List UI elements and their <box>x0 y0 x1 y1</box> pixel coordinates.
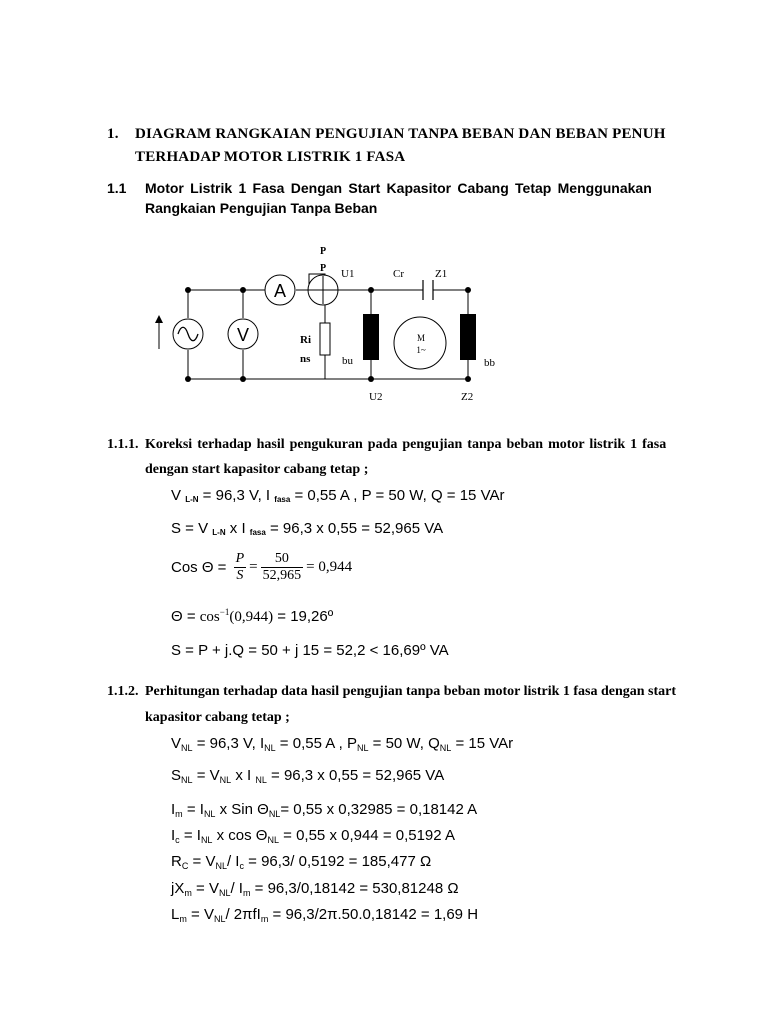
equation-112-5: $R_C = V_{NL}/$ $I_c = 96,3/$ 0,5192 = 185,477 Ω <box>171 853 432 871</box>
label-z1: Z1 <box>435 268 448 280</box>
heading-1-line2: TERHADAP MOTOR LISTRIK 1 FASA <box>135 149 406 165</box>
equation-112-2: $S_{NL} = V_{NL}$ x I $_{NL}$ = 96,3 x 0,55 = 52,965 VA <box>171 767 445 785</box>
fraction-50-over-s: $\frac{50}{52,965}$ <box>262 551 302 583</box>
label-ns: ns <box>300 353 311 365</box>
label-bu: bu <box>342 355 353 367</box>
heading-1-line1: DIAGRAM RANGKAIAN PENGUJIAN TANPA BEBAN DAN BEBAN PENUH <box>135 126 666 142</box>
source-arrow-icon <box>155 315 163 323</box>
label-u2: U2 <box>369 391 383 403</box>
section-111-number: 1.1.1. <box>107 437 139 452</box>
equation-112-4: $I_c = I_{NL}$ x $\cos \Theta_{NL} = 0,55$ x 0,944 = 0,5192 A <box>171 827 455 845</box>
label-cr: Cr <box>393 268 404 280</box>
section-111-line2: dengan start kapasitor cabang tetap ; <box>145 462 369 477</box>
section-112-line1: Perhitungan terhadap data hasil pengujian tanpa beban motor listrik 1 fasa dengan start <box>145 684 677 699</box>
ammeter-label: A <box>273 281 287 301</box>
label-p1: P <box>319 246 327 257</box>
label-bb: bb <box>484 357 495 369</box>
equation-112-6: $jX_m = V_{NL}/$ $I_m = 96,3/0,18142 = 530,81248$ Ω <box>171 880 459 898</box>
equation-112-3: $I_m = I_{NL}$ x Sin $\Theta_{NL}= 0,55$ x 0,32985 = 0,18142 A <box>171 801 478 819</box>
equation-111-2: S = V L-N x I fasa = 96,3 x 0,55 = 52,965 VA <box>171 520 444 537</box>
equation-111-3: Cos Θ = $\frac{P}{S}$ = $\frac{50}{52,965}$ = 0,944 <box>171 551 353 583</box>
heading-2-number: 1.1 <box>107 180 127 196</box>
voltmeter-label: V <box>236 325 250 345</box>
equation-111-4: $\Theta = \cos^{-1}(0,944)$ = 19,26º <box>171 607 334 625</box>
label-p2: P <box>319 263 327 274</box>
fraction-p-over-s: $\frac{P}{S}$ <box>235 551 245 583</box>
motor-icon <box>394 317 446 369</box>
motor-label-2: 1~ <box>416 345 426 355</box>
heading-2-line2: Rangkaian Pengujian Tanpa Beban <box>145 200 378 216</box>
winding-bb-icon <box>460 314 476 360</box>
equation-112-7: $L_m = V_{NL}/$ 2πfI$_m$ = 96,3/2π.50.0,18142 = 1,69 H <box>171 906 479 924</box>
equation-111-5: S = P + j.Q = 50 + j 15 = 52,2 < 16,69º VA <box>171 642 449 659</box>
winding-bu-icon <box>363 314 379 360</box>
label-z2: Z2 <box>461 391 474 403</box>
heading-2-line1: Motor Listrik 1 Fasa Dengan Start Kapasitor Cabang Tetap Menggunakan <box>145 180 652 196</box>
heading-1-number: 1. <box>107 126 119 142</box>
section-111-line1: Koreksi terhadap hasil pengukuran pada pengujian tanpa beban motor listrik 1 fasa <box>145 437 667 452</box>
label-ri: Ri <box>300 334 311 346</box>
motor-label-1: M <box>416 333 426 343</box>
resistor-rins-icon <box>320 323 330 355</box>
section-112-line2: kapasitor cabang tetap ; <box>145 710 290 725</box>
equation-111-1: V L-N = 96,3 V, I fasa = 0,55 A , P = 50 W, Q = 15 VAr <box>171 487 505 504</box>
section-112-number: 1.1.2. <box>107 684 139 699</box>
equation-112-1: $V_{NL} = 96,3$ V, $I_{NL} = 0,55$ A , $P_{NL} = 50$ W, $Q_{NL} = 15$ VAr <box>171 735 514 753</box>
label-u1: U1 <box>341 268 355 280</box>
